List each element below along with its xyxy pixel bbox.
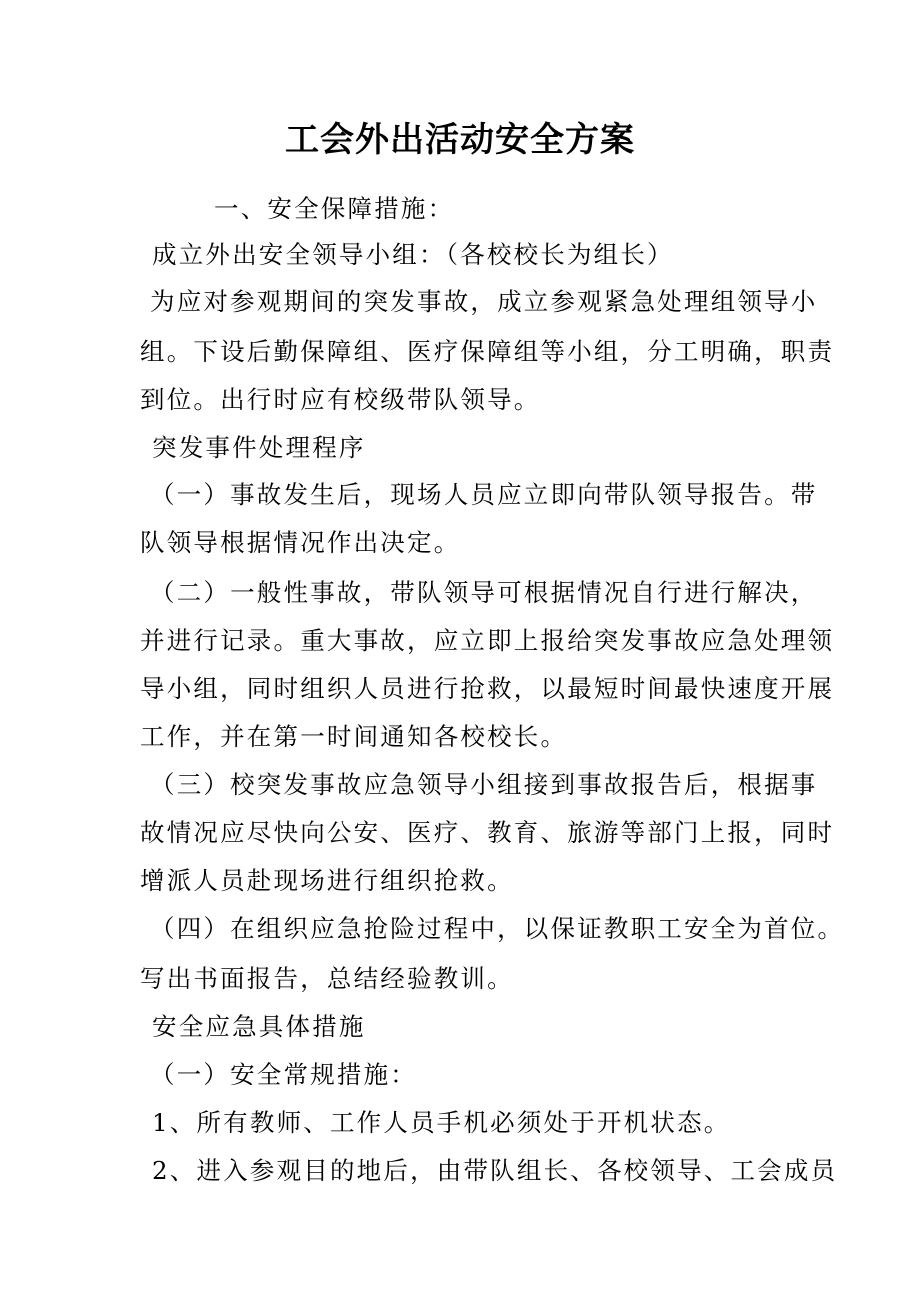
paragraph-line: （三）校突发事故应急领导小组接到事故报告后，根据事 <box>150 770 818 799</box>
paragraph-line: 故情况应尽快向公安、医疗、教育、旅游等部门上报，同时 <box>140 818 835 847</box>
paragraph-line: 2、进入参观目的地后，由带队组长、各校领导、工会成员 <box>152 1156 838 1185</box>
paragraph-line: 安全应急具体措施 <box>152 1012 366 1041</box>
paragraph-line: 成立外出安全领导小组：（各校校长为组长） <box>152 240 674 269</box>
paragraph-line: 工作，并在第一时间通知各校校长。 <box>140 722 568 751</box>
paragraph-line: （一）安全常规措施： <box>150 1060 417 1089</box>
paragraph-line: 增派人员赴现场进行组织抢救。 <box>140 866 514 895</box>
paragraph-line: （一）事故发生后，现场人员应立即向带队领导报告。带 <box>150 480 818 509</box>
paragraph-line: 组。下设后勤保障组、医疗保障组等小组，分工明确，职责 <box>140 337 835 366</box>
paragraph-line: 导小组，同时组织人员进行抢救，以最短时间最快速度开展 <box>140 674 835 703</box>
paragraph-line: 到位。出行时应有校级带队领导。 <box>140 385 541 414</box>
paragraph-line: （二）一般性事故，带队领导可根据情况自行进行解决， <box>150 578 818 607</box>
paragraph-line: 1、所有教师、工作人员手机必须处于开机状态。 <box>152 1108 731 1137</box>
paragraph-line: （四）在组织应急抢险过程中，以保证教职工安全为首位。 <box>150 914 845 943</box>
paragraph-line: 为应对参观期间的突发事故，成立参观紧急处理组领导小 <box>150 287 818 316</box>
paragraph-line: 突发事件处理程序 <box>152 433 366 462</box>
section-heading-safety-measures: 一、安全保障措施： <box>214 194 455 223</box>
paragraph-line: 写出书面报告，总结经验教训。 <box>140 964 514 993</box>
paragraph-line: 队领导根据情况作出决定。 <box>140 528 461 557</box>
paragraph-line: 并进行记录。重大事故，应立即上报给突发事故应急处理领 <box>140 626 835 655</box>
document-title: 工会外出活动安全方案 <box>285 120 635 160</box>
